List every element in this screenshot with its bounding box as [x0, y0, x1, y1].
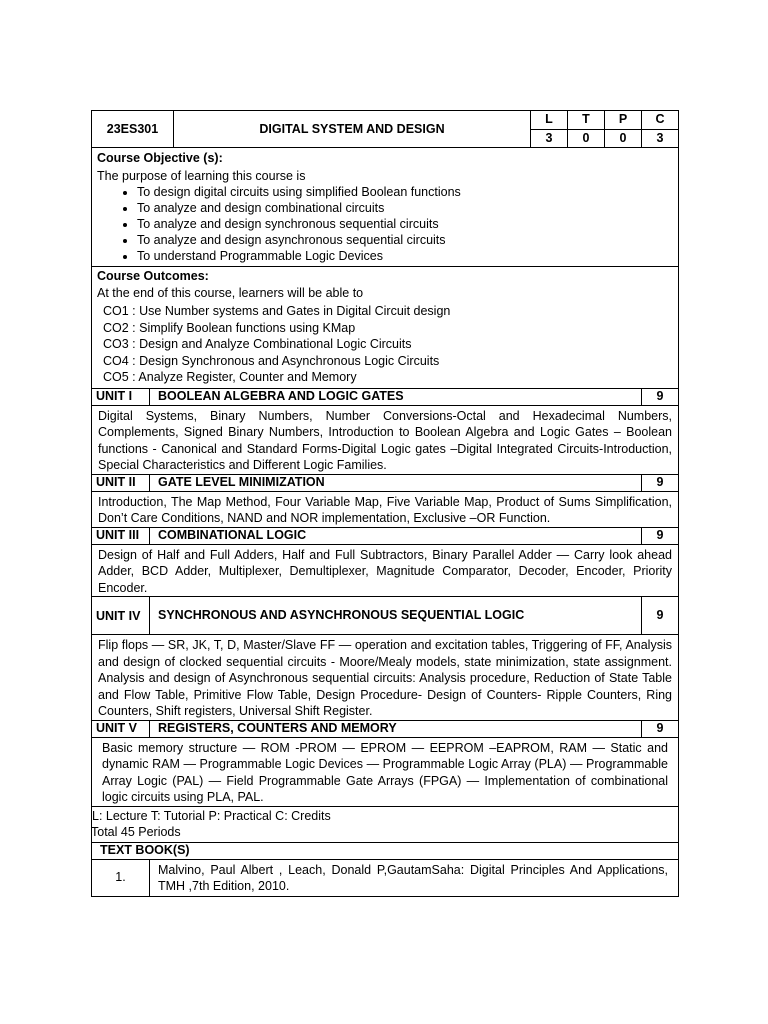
list-item: • To design digital circuits using simplified Boolean functions	[137, 184, 672, 200]
outcome-item: CO5 : Analyze Register, Counter and Memory	[103, 370, 357, 384]
list-item: • To analyze and design synchronous sequential circuits	[137, 216, 672, 232]
unit-3-hours: 9	[642, 527, 679, 544]
unit-2-hours: 9	[642, 474, 679, 491]
textbook-number: 1.	[92, 859, 150, 896]
credits-legend: L: Lecture T: Tutorial P: Practical C: Credits	[92, 808, 331, 823]
unit-5-label: UNIT V	[92, 720, 150, 737]
syllabus-table	[91, 110, 679, 897]
ltpc-label-l: L	[531, 111, 568, 130]
objectives-section	[92, 148, 679, 267]
syllabus-page	[91, 110, 678, 897]
ltpc-value-c: 3	[642, 129, 679, 148]
unit-4-label: UNIT IV	[92, 597, 150, 635]
ltpc-label-t: T	[568, 111, 605, 130]
list-item: • To analyze and design asynchronous sequential circuits	[137, 232, 672, 248]
unit-1-hours: 9	[642, 388, 679, 405]
list-item: • To understand Programmable Logic Devices	[137, 248, 672, 264]
unit-3-content: Design of Half and Full Adders, Half and Full Subtractors, Binary Parallel Adder — Carry look ahead Adder, BCD Adder, Multiplexer, Demultiplexer, Magnitude Comparator, Decoder, Encoder, Priority Encoder.	[92, 544, 679, 597]
ltpc-label-c: C	[642, 111, 679, 130]
unit-1-content: Digital Systems, Binary Numbers, Number Conversions-Octal and Hexadecimal Numbers, Complements, Signed Binary Numbers, Introduction to Boolean Algebra and Logic Gates – Boolean functions - Canonical and Standard Forms-Digital Logic gates –Digital Integrated Circuits-Introduction, Special Characteristics and Different Logic Families.	[92, 405, 679, 474]
outcomes-heading: Course Outcomes:	[97, 269, 209, 283]
ltpc-label-p: P	[605, 111, 642, 130]
ltpc-value-l: 3	[531, 129, 568, 148]
list-item: • To analyze and design combinational circuits	[137, 200, 672, 216]
objectives-heading: Course Objective (s):	[97, 151, 223, 165]
unit-4-content: Flip flops — SR, JK, T, D, Master/Slave FF — operation and excitation tables, Triggering of FF, Analysis and design of clocked sequential circuits - Moore/Mealy models, state minimization, state assignment. Analysis and design of Asynchronous sequential circuits: Analysis procedure, Reduction of State Table and Flow Table, Primitive Flow Table, Design Procedure- Design of Counters- Ripple Counters, Ring Counters, Shift registers, Universal Shift Register.	[92, 635, 679, 721]
unit-3-title: COMBINATIONAL LOGIC	[150, 527, 642, 544]
unit-2-content: Introduction, The Map Method, Four Variable Map, Five Variable Map, Product of Sums Simplification, Don’t Care Conditions, NAND and NOR implementation, Exclusive –OR Function.	[92, 491, 679, 527]
textbook-entry: Malvino, Paul Albert , Leach, Donald P,GautamSaha: Digital Principles And Applications, TMH ,7th Edition, 2010.	[150, 859, 679, 896]
unit-5-hours: 9	[642, 720, 679, 737]
outcome-item: CO3 : Design and Analyze Combinational Logic Circuits	[103, 337, 412, 351]
unit-1-label: UNIT I	[92, 388, 150, 405]
objectives-intro: The purpose of learning this course is	[97, 168, 306, 183]
textbooks-heading: TEXT BOOK(S)	[92, 842, 679, 859]
outcome-item: CO2 : Simplify Boolean functions using KMap	[103, 320, 356, 335]
total-periods: Total 45 Periods	[91, 825, 181, 839]
objectives-list	[97, 184, 672, 264]
ltpc-value-t: 0	[568, 129, 605, 148]
outcomes-intro: At the end of this course, learners will be able to	[97, 285, 364, 300]
unit-5-title: REGISTERS, COUNTERS AND MEMORY	[150, 720, 642, 737]
unit-5-content: Basic memory structure — ROM -PROM — EPROM — EEPROM –EAPROM, RAM — Static and dynamic RAM — Programmable Logic Devices — Programmable Logic Array (PLA) — Programmable Array Logic (PAL) — Field Programmable Gate Arrays (FPGA) — Implementation of combinational logic circuits using PLA, PAL.	[92, 737, 679, 806]
outcome-item: CO1 : Use Number systems and Gates in Digital Circuit design	[103, 304, 451, 318]
outcome-item: CO4 : Design Synchronous and Asynchronous Logic Circuits	[103, 353, 440, 368]
course-code: 23ES301	[92, 111, 174, 148]
unit-3-label: UNIT III	[92, 527, 150, 544]
unit-1-title: BOOLEAN ALGEBRA AND LOGIC GATES	[150, 388, 642, 405]
unit-2-title: GATE LEVEL MINIMIZATION	[150, 474, 642, 491]
ltpc-value-p: 0	[605, 129, 642, 148]
unit-2-label: UNIT II	[92, 474, 150, 491]
legend-section	[92, 806, 679, 842]
unit-4-title: SYNCHRONOUS AND ASYNCHRONOUS SEQUENTIAL LOGIC	[150, 597, 642, 635]
outcomes-section	[92, 267, 679, 389]
unit-4-hours: 9	[642, 597, 679, 635]
course-title: DIGITAL SYSTEM AND DESIGN	[174, 111, 531, 148]
